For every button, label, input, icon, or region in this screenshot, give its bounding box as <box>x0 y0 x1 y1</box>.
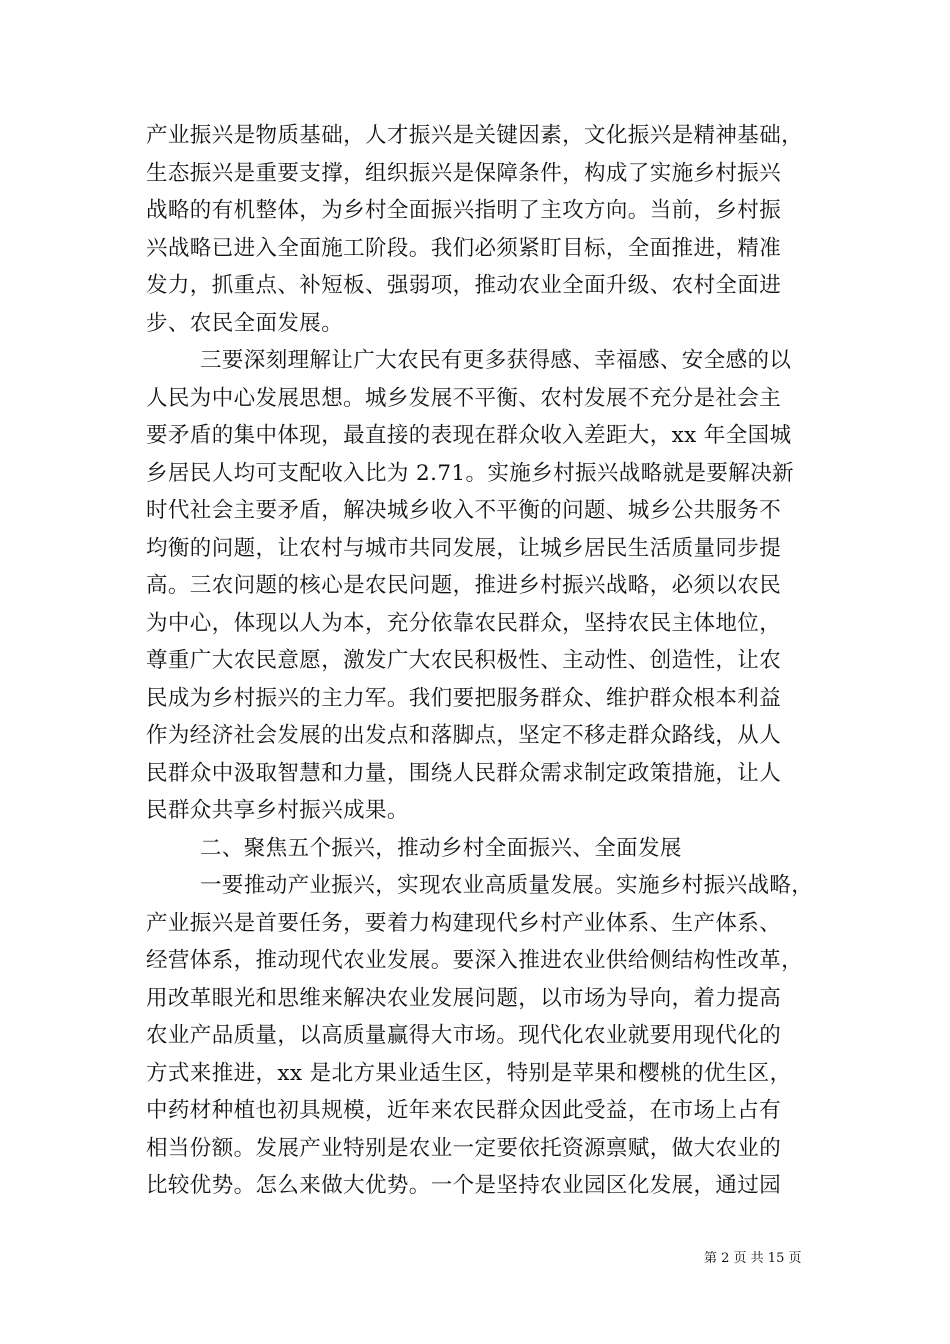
paragraph-start-line: 一要推动产业振兴，实现农业高质量发展。实施乡村振兴战略， <box>200 873 814 898</box>
body-line: 兴战略已进入全面施工阶段。我们必须紧盯目标，全面推进，精准 <box>146 236 782 261</box>
body-line: 作为经济社会发展的出发点和落脚点，坚定不移走群众路线，从人 <box>146 723 782 748</box>
body-line: 产业振兴是物质基础，人才振兴是关键因素，文化振兴是精神基础， <box>146 123 804 148</box>
body-line: 时代社会主要矛盾，解决城乡收入不平衡的问题、城乡公共服务不 <box>146 498 782 523</box>
body-line: 方式来推进，xx 是北方果业适生区，特别是苹果和樱桃的优生区， <box>146 1061 792 1086</box>
body-line: 要矛盾的集中体现，最直接的表现在群众收入差距大，xx 年全国城 <box>146 423 792 448</box>
body-line: 人民为中心发展思想。城乡发展不平衡、农村发展不充分是社会主 <box>146 386 782 411</box>
body-line: 战略的有机整体，为乡村全面振兴指明了主攻方向。当前，乡村振 <box>146 198 782 223</box>
body-line: 民群众中汲取智慧和力量，围绕人民群众需求制定政策措施，让人 <box>146 761 782 786</box>
body-line: 高。三农问题的核心是农民问题，推进乡村振兴战略，必须以农民 <box>146 573 782 598</box>
body-line: 比较优势。怎么来做大优势。一个是坚持农业园区化发展，通过园 <box>146 1173 782 1198</box>
page-number-footer: 第 2 页 共 15 页 <box>704 1251 802 1266</box>
body-line: 产业振兴是首要任务，要着力构建现代乡村产业体系、生产体系、 <box>146 911 782 936</box>
section-heading: 二、聚焦五个振兴，推动乡村全面振兴、全面发展 <box>200 836 682 861</box>
body-line: 均衡的问题，让农村与城市共同发展，让城乡居民生活质量同步提 <box>146 536 782 561</box>
body-line: 尊重广大农民意愿，激发广大农民积极性、主动性、创造性，让农 <box>146 648 782 673</box>
body-line: 中药材种植也初具规模，近年来农民群众因此受益，在市场上占有 <box>146 1098 782 1123</box>
body-line: 乡居民人均可支配收入比为 2.71。实施乡村振兴战略就是要解决新 <box>146 461 795 486</box>
body-line: 农业产品质量，以高质量赢得大市场。现代化农业就要用现代化的 <box>146 1023 782 1048</box>
body-line: 民成为乡村振兴的主力军。我们要把服务群众、维护群众根本利益 <box>146 686 782 711</box>
body-line: 生态振兴是重要支撑，组织振兴是保障条件，构成了实施乡村振兴 <box>146 161 782 186</box>
body-line: 民群众共享乡村振兴成果。 <box>146 798 409 823</box>
body-line: 相当份额。发展产业特别是农业一定要依托资源禀赋，做大农业的 <box>146 1136 782 1161</box>
body-line: 用改革眼光和思维来解决农业发展问题，以市场为导向，着力提高 <box>146 986 782 1011</box>
paragraph-start-line: 三要深刻理解让广大农民有更多获得感、幸福感、安全感的以 <box>200 348 792 373</box>
body-line: 发力，抓重点、补短板、强弱项，推动农业全面升级、农村全面进 <box>146 273 782 298</box>
body-line: 为中心，体现以人为本，充分依靠农民群众，坚持农民主体地位， <box>146 611 782 636</box>
body-line: 经营体系，推动现代农业发展。要深入推进农业供给侧结构性改革， <box>146 948 804 973</box>
body-line: 步、农民全面发展。 <box>146 311 344 336</box>
